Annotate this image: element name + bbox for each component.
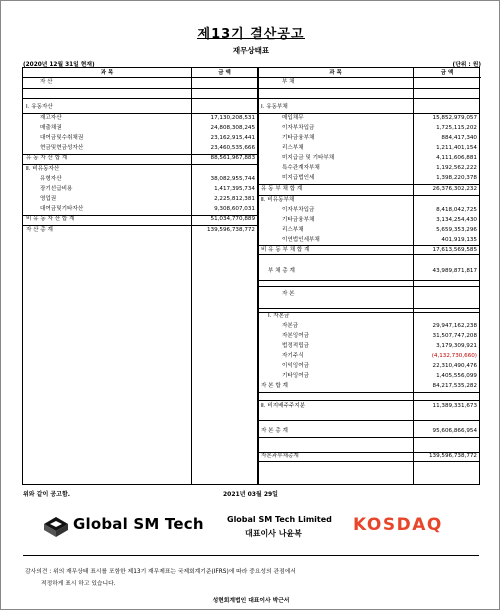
right-row-label: 이익잉여금 [282, 363, 310, 369]
page-title: 제13기 결산공고 [197, 27, 305, 42]
row-divider [258, 245, 479, 246]
row-divider [258, 308, 479, 309]
left-row-label: 대여금및수취채권 [40, 135, 84, 141]
right-row-amount: 84,217,535,282 [432, 383, 477, 389]
left-row-amount: 24,808,308,245 [210, 125, 255, 131]
right-row-amount: 3,134,254,430 [436, 217, 477, 223]
row-divider [258, 437, 479, 438]
right-row-amount: 29,947,162,238 [432, 323, 477, 329]
row-divider [23, 164, 257, 165]
right-row-amount: 884,417,340 [441, 135, 477, 141]
right-row-label: 자본잉여금 [282, 333, 310, 339]
row-divider [258, 400, 479, 401]
right-row-amount: 1,405,556,099 [436, 373, 477, 379]
right-row-label: 이자부차입금 [282, 125, 315, 131]
right-row-amount: 401,919,135 [441, 237, 477, 243]
left-row-label: Ⅰ. 유동자산 [26, 104, 53, 110]
row-divider [258, 195, 479, 196]
left-row-label: 자 산 [40, 79, 53, 85]
statement-date: (2020년 12월 31일 현재) [23, 62, 95, 68]
statement-subtitle: 재무상태표 [232, 46, 270, 55]
right-row-amount: 1,192,562,222 [436, 165, 477, 171]
right-row-amount: 8,418,042,725 [436, 207, 477, 213]
left-row-label: 재고자산 [40, 115, 62, 121]
left-row-amount: 23,460,535,666 [210, 145, 255, 151]
company-name: Global SM Tech Limited [227, 515, 332, 524]
right-row-label: 이자부차입금 [282, 207, 315, 213]
left-row-amount: 23,162,915,441 [210, 135, 255, 141]
audit-opinion-line2: 적정하게 표시 하고 있습니다. [41, 581, 116, 587]
right-row-amount: 1,725,115,202 [436, 125, 477, 131]
right-row-label: 법정적립금 [282, 343, 310, 349]
column-divider [191, 68, 192, 484]
left-row-amount: 9,308,607,031 [214, 206, 255, 212]
right-row-label: 자본금 [282, 323, 299, 329]
company-ceo: 대표이사 나윤복 [245, 529, 302, 538]
right-row-label: 부 채 총 계 [268, 268, 295, 274]
right-row-amount: 26,376,302,232 [432, 186, 477, 192]
balance-sheet-table [22, 67, 480, 485]
right-row-label: 자본과부채총계 [261, 453, 299, 459]
row-divider [258, 452, 479, 453]
row-divider [258, 420, 479, 421]
row-divider [23, 225, 257, 226]
left-row-label: 매출채권 [40, 125, 62, 131]
column-divider [413, 68, 414, 484]
title-underline [197, 38, 305, 39]
row-divider [258, 254, 479, 255]
announcement-footer: 위와 같이 공고함. [23, 491, 71, 498]
left-row-label: 현금및현금성자산 [40, 145, 84, 151]
left-row-amount: 1,417,395,734 [214, 186, 255, 192]
right-row-label: 기타금융부채 [282, 217, 315, 223]
row-divider [258, 461, 479, 462]
right-row-label: 유 동 부 채 합 계 [261, 186, 303, 192]
auditor-signature: 성현회계법인 대표이사 박근서 [212, 598, 290, 604]
right-row-label: 자 본 합 계 [261, 383, 288, 389]
left-row-amount: 17,130,208,531 [210, 115, 255, 121]
company-logo-text: Global SM Tech [73, 515, 204, 533]
divider [23, 555, 479, 556]
right-row-label: 자 본 [282, 291, 295, 297]
right-row-amount: 4,111,606,881 [436, 155, 477, 161]
right-row-label: 부 채 [282, 79, 295, 85]
row-divider [258, 184, 479, 185]
right-row-label: 미지급금 및 기타부채 [282, 155, 335, 161]
right-row-label: Ⅰ. 자본금 [268, 313, 290, 319]
global-sm-tech-logo-icon [43, 516, 69, 538]
row-divider [23, 113, 257, 114]
right-row-label: Ⅱ. 비유동부채 [261, 197, 295, 203]
right-row-amount: (4,132,730,660) [431, 353, 477, 359]
audit-opinion-line1: 감사의견 : 위의 재무상태 표시를 포함한 제13기 재무제표는 국제회계기준(IFRS)에 따라 중요성의 관점에서 [25, 569, 296, 575]
right-row-label: 이연법인세부채 [282, 237, 320, 243]
right-row-amount: 11,389,331,673 [432, 403, 477, 409]
right-row-amount: 31,507,747,208 [432, 333, 477, 339]
left-row-label: 유 동 자 산 합 계 [26, 155, 68, 161]
right-row-amount: 139,596,738,772 [428, 453, 477, 459]
right-row-amount: 43,989,871,817 [432, 268, 477, 274]
right-row-label: 리스부채 [282, 145, 304, 151]
kosdaq-logo: KOSDAQ [353, 515, 443, 535]
left-row-label: 비 유 동 자 산 합 계 [26, 216, 75, 222]
right-row-amount: 95,606,866,954 [432, 428, 477, 434]
right-row-label: 리스부채 [282, 227, 304, 233]
row-divider [258, 392, 479, 393]
header-account-right: 과 목 [258, 68, 413, 78]
header-account-left: 과 목 [23, 68, 191, 78]
row-divider [23, 98, 257, 99]
left-row-amount: 88,561,967,883 [210, 155, 255, 161]
row-divider [23, 88, 257, 89]
left-row-label: 영업권 [40, 196, 57, 202]
header-amount-right: 금 액 [413, 68, 481, 78]
right-row-label: Ⅰ. 유동부채 [261, 104, 288, 110]
right-row-amount: 5,659,353,296 [436, 227, 477, 233]
right-row-amount: 17,613,569,585 [432, 247, 477, 253]
center-divider [257, 68, 259, 484]
row-divider [258, 113, 479, 114]
left-row-amount: 2,225,812,381 [214, 196, 255, 202]
right-row-label: 미지급법인세 [282, 175, 315, 181]
right-row-amount: 1,211,401,154 [436, 145, 477, 151]
left-row-label: 대여금및기타자산 [40, 206, 84, 212]
right-row-label: 자 본 총 계 [261, 428, 288, 434]
left-row-amount: 51,034,770,889 [210, 216, 255, 222]
header-amount-left: 금 액 [191, 68, 258, 78]
row-divider [258, 280, 479, 281]
right-row-label: 기타금융부채 [282, 135, 315, 141]
left-row-label: 자 산 총 계 [26, 227, 53, 233]
left-row-amount: 38,082,955,744 [210, 176, 255, 182]
row-divider [23, 154, 257, 155]
right-row-label: 비 유 동 부 채 합 계 [261, 247, 310, 253]
row-divider [258, 88, 479, 89]
right-row-label: 기타잉여금 [282, 373, 310, 379]
right-row-label: Ⅱ. 비지배주주지분 [261, 403, 306, 409]
row-divider [258, 98, 479, 99]
right-row-amount: 15,852,979,057 [432, 115, 477, 121]
right-row-label: 매입채무 [282, 115, 304, 121]
right-row-amount: 3,179,309,921 [436, 343, 477, 349]
left-row-amount: 139,596,738,772 [206, 227, 255, 233]
row-divider [258, 312, 479, 313]
right-row-amount: 1,398,220,378 [436, 175, 477, 181]
row-divider [258, 286, 479, 287]
announcement-date: 2021년 03월 29일 [223, 491, 278, 498]
left-row-label: 장기선급비용 [40, 186, 73, 192]
unit-label: (단위 : 원) [452, 62, 481, 68]
row-divider [23, 215, 257, 216]
left-row-label: Ⅱ. 비유동자산 [26, 166, 60, 172]
right-row-label: 특수관계자부채 [282, 165, 320, 171]
right-row-amount: 22,310,490,476 [432, 363, 477, 369]
left-row-label: 유형자산 [40, 176, 62, 182]
right-row-label: 자기주식 [282, 353, 304, 359]
